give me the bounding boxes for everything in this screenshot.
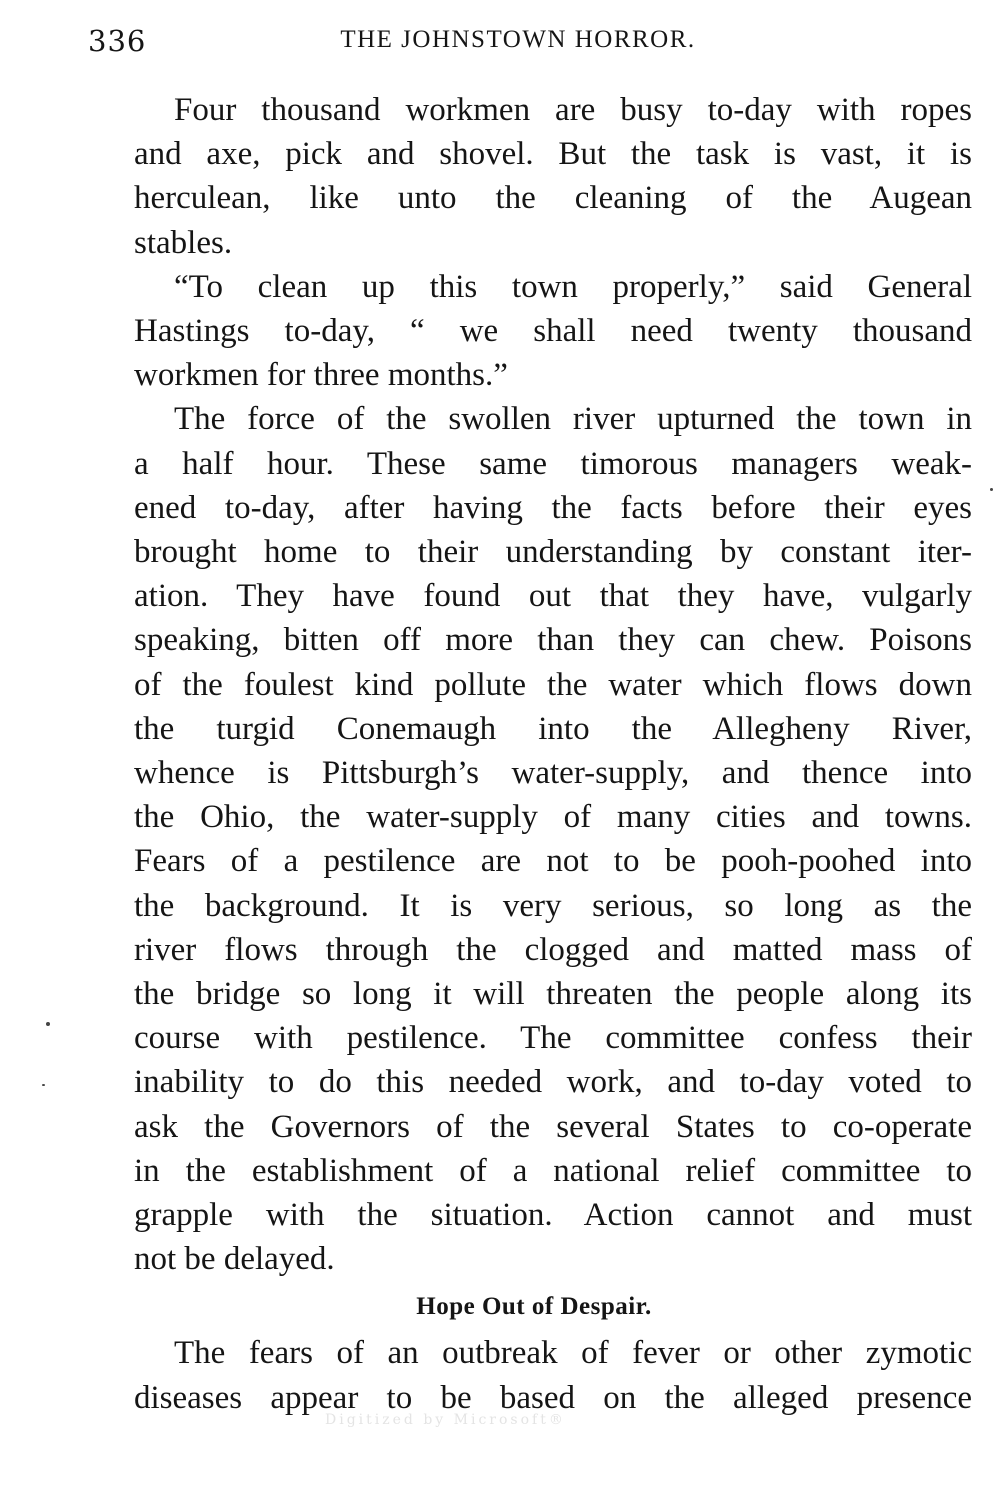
body-text [96,88,972,1420]
scan-speck [990,488,993,491]
text-line: herculean, like unto the cleaning of the Augean [134,180,972,217]
text-line: The force of the swollen river upturned the town in [174,401,972,438]
paragraph-workmen [96,88,972,265]
text-line: a half hour. These same timorous managers weak- [134,445,972,482]
text-line: the turgid Conemaugh into the Allegheny River, [134,710,972,747]
scan-speck [46,1022,50,1026]
text-line: inability to do this needed work, and to-day voted to [134,1064,972,1101]
text-line: whence is Pittsburgh’s water-supply, and thence into [134,755,972,792]
text-line: the background. It is very serious, so long as the [134,887,972,924]
text-line: the bridge so long it will threaten the people along its [134,976,972,1013]
text-line: workmen for three months.” [134,357,508,394]
text-line: ened to-day, after having the facts before their eyes [134,489,972,526]
paragraph-hastings-quote [96,265,972,398]
text-line: “To clean up this town properly,” said General [174,268,972,305]
scan-speck [42,1084,45,1086]
text-line: speaking, bitten off more than they can chew. Poisons [134,622,972,659]
text-line: of the foulest kind pollute the water which flows down [134,666,972,703]
text-line: river flows through the clogged and matted mass of [134,931,972,968]
text-line: ask the Governors of the several States to co-operate [134,1108,972,1145]
text-line: Four thousand workmen are busy to-day with ropes [174,92,972,128]
page-number: 336 [88,24,147,58]
paragraph-fever-fears [96,1331,972,1419]
text-line: not be delayed. [134,1241,335,1278]
running-head: THE JOHNSTOWN HORROR. [340,26,696,53]
section-heading: Hope Out of Despair. [416,1293,652,1321]
text-line: in the establishment of a national relief committee to [134,1152,972,1189]
digitization-watermark: Digitized by Microsoft® [325,1412,566,1428]
text-line: grapple with the situation. Action cannot and must [134,1197,972,1234]
text-line: stables. [134,224,233,261]
text-line: brought home to their understanding by constant iter- [134,534,972,571]
text-line: the Ohio, the water-supply of many cities and towns. [134,799,972,836]
text-line: ation. They have found out that they have, vulgarly [134,578,972,615]
text-line: and axe, pick and shovel. But the task is vast, it is [134,136,972,173]
text-line: Fears of a pestilence are not to be pooh-poohed into [134,843,972,880]
text-line: Hastings to-day, “ we shall need twenty thousand [134,313,972,350]
text-line: course with pestilence. The committee confess their [134,1020,972,1057]
text-line: diseases appear to be based on the alleged presence [134,1379,972,1416]
text-line: The fears of an outbreak of fever or other zymotic [174,1335,972,1372]
paragraph-swollen-river [96,397,972,1281]
page-header [88,24,968,64]
